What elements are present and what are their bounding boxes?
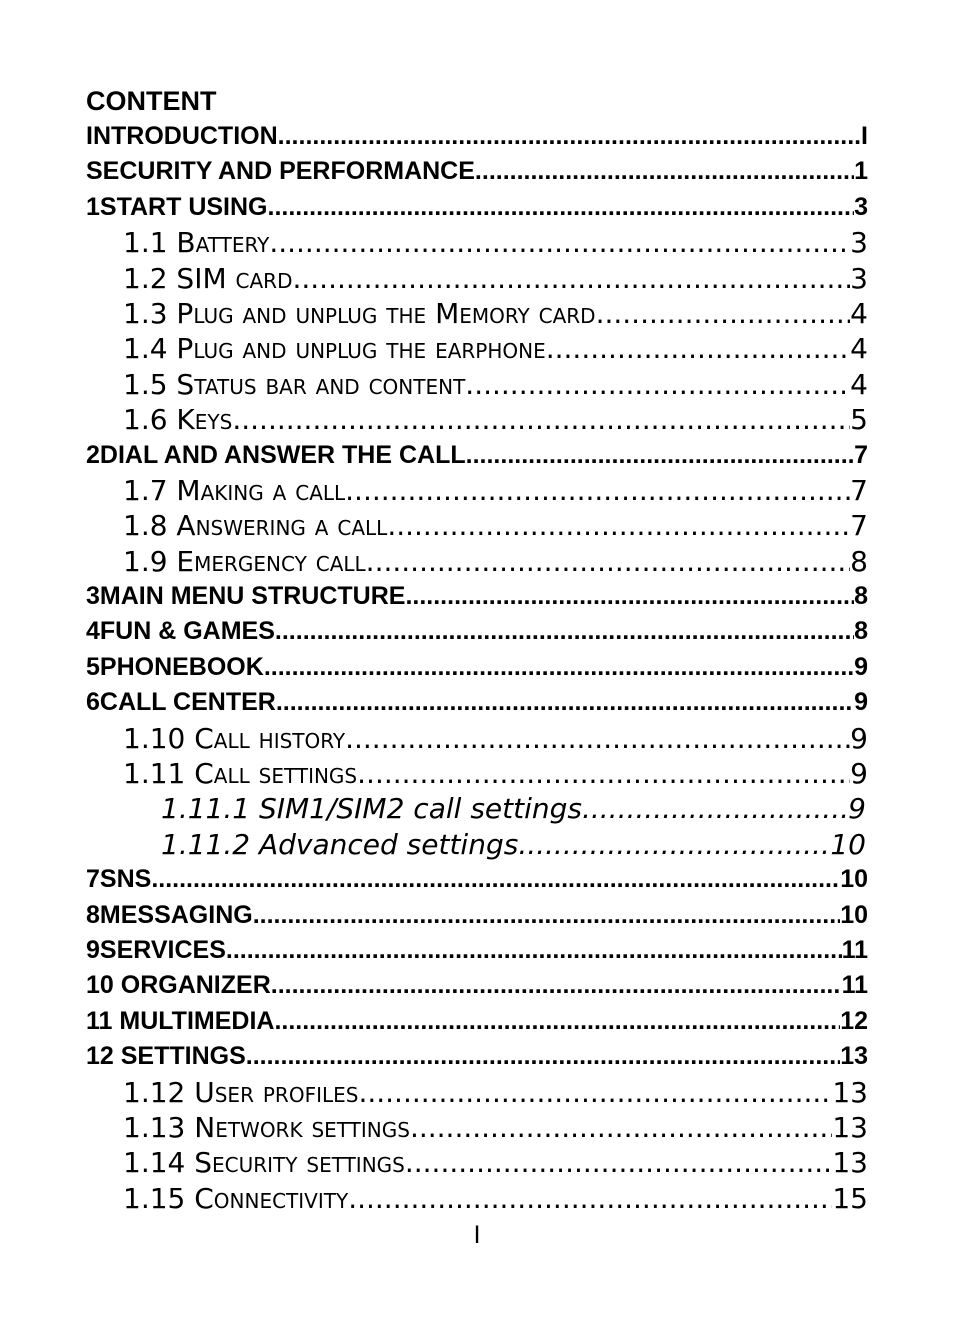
toc-entry-title: 11 MULTIMEDIA	[86, 1006, 275, 1035]
toc-entry-page: 13	[832, 1075, 868, 1109]
toc-dot-leader	[278, 119, 861, 154]
toc-entry-title: 1.12 User profiles	[123, 1075, 359, 1109]
toc-entry-page: 10	[840, 865, 868, 894]
toc-heading: CONTENT	[86, 86, 217, 116]
toc-entry[interactable]	[86, 1004, 868, 1039]
toc-entry-title: 6CALL CENTER	[86, 688, 276, 717]
toc-dot-leader	[271, 968, 842, 1003]
toc-dot-leader	[269, 225, 850, 260]
toc-entry-title: 1.1 Battery	[123, 226, 270, 260]
toc-entry-title: 1.11.1 SIM1/SIM2 call settings	[161, 792, 582, 826]
toc-entry-page: 8	[854, 582, 868, 611]
toc-dot-leader	[246, 1039, 840, 1074]
toc-entry-page: 12	[840, 1006, 868, 1035]
toc-dot-leader	[405, 579, 854, 614]
toc-entry[interactable]	[86, 862, 868, 897]
toc-entry-page: 9	[848, 792, 866, 826]
toc-entry[interactable]	[86, 544, 868, 579]
toc-entry-title: 1START USING	[86, 192, 268, 221]
toc-dot-leader	[276, 685, 854, 720]
toc-entry[interactable]	[86, 331, 868, 366]
toc-entry-page: 8	[854, 617, 868, 646]
toc-entry-title: 3MAIN MENU STRUCTURE	[86, 582, 406, 611]
toc-dot-leader	[465, 367, 850, 402]
toc-dot-leader	[546, 331, 850, 366]
toc-entry-title: 4FUN & GAMES	[86, 617, 275, 646]
toc-entry-title: 1.13 Network settings	[123, 1110, 410, 1144]
toc-dot-leader	[518, 827, 830, 862]
toc-entry-page: 3	[850, 261, 868, 295]
toc-entry-title: 1.11 Call settings	[123, 757, 358, 791]
toc-entry[interactable]	[86, 721, 868, 756]
toc-entry-title: 5PHONEBOOK	[86, 652, 264, 681]
toc-entry-title: 1.4 Plug and unplug the earphone	[123, 332, 546, 366]
toc-dot-leader	[274, 1004, 840, 1039]
toc-entry[interactable]	[86, 261, 868, 296]
toc-dot-leader	[410, 1110, 832, 1145]
toc-dot-leader	[348, 1181, 832, 1216]
toc-entry[interactable]	[86, 1110, 868, 1145]
toc-entry-title: 1.8 Answering a call	[123, 509, 388, 543]
toc-dot-leader	[357, 756, 850, 791]
toc-entry[interactable]	[86, 1039, 868, 1074]
toc-entry[interactable]	[86, 473, 868, 508]
toc-entry-page: 9	[850, 721, 868, 755]
toc-entry-page: 11	[841, 935, 868, 964]
toc-entry[interactable]	[86, 898, 868, 933]
toc-dot-leader	[582, 791, 848, 826]
toc-entry-title: 1.15 Connectivity	[123, 1181, 349, 1215]
toc-entry-title: 12 SETTINGS	[86, 1042, 246, 1071]
toc-entry[interactable]	[86, 154, 868, 189]
toc-entry-page: 10	[840, 900, 868, 929]
toc-entry-page: 13	[840, 1042, 868, 1071]
toc-entry-title: INTRODUCTION	[86, 122, 278, 150]
toc-entry-page: 9	[850, 757, 868, 791]
toc-entry-page: 3	[850, 226, 868, 260]
toc-entry[interactable]	[86, 1181, 868, 1216]
toc-dot-leader	[345, 721, 850, 756]
toc-entry-page: 4	[850, 367, 868, 401]
toc-dot-leader	[292, 261, 850, 296]
table-of-contents	[86, 84, 868, 1216]
toc-entry[interactable]	[86, 119, 868, 154]
toc-dot-leader	[358, 1075, 832, 1110]
toc-dot-leader	[366, 544, 851, 579]
toc-entry[interactable]	[86, 685, 868, 720]
toc-entry-page: 10	[830, 827, 866, 861]
toc-dot-leader	[345, 473, 850, 508]
toc-entry-title: 8MESSAGING	[86, 900, 253, 929]
toc-entry[interactable]	[86, 756, 868, 791]
toc-entry-title: 2DIAL AND ANSWER THE CALL	[86, 440, 466, 469]
toc-entry[interactable]	[86, 225, 868, 260]
toc-entry-page: I	[861, 122, 868, 150]
toc-entry-page: 4	[850, 332, 868, 366]
toc-entry-page: 7	[850, 509, 868, 543]
toc-entry-page: 7	[850, 473, 868, 507]
toc-entry[interactable]	[86, 791, 868, 826]
toc-entry[interactable]	[86, 508, 868, 543]
toc-entry-title: 1.3 Plug and unplug the Memory card	[123, 296, 596, 330]
page-number: I	[473, 1221, 481, 1249]
toc-entry-page: 3	[854, 192, 868, 221]
toc-entry[interactable]	[86, 1075, 868, 1110]
toc-dot-leader	[466, 438, 854, 473]
toc-entry-page: 9	[854, 652, 868, 681]
toc-entry[interactable]	[86, 614, 868, 649]
toc-entry-title: 1.7 Making a call	[123, 473, 346, 507]
toc-entry-page: 9	[854, 688, 868, 717]
toc-dot-leader	[151, 862, 840, 897]
toc-dot-leader	[405, 1145, 833, 1180]
toc-entry[interactable]	[86, 827, 868, 862]
toc-entry[interactable]	[86, 367, 868, 402]
toc-entry[interactable]	[86, 968, 868, 1003]
toc-entry-page: 5	[850, 403, 868, 437]
toc-entry[interactable]	[86, 296, 868, 331]
toc-dot-leader	[264, 650, 854, 685]
toc-dot-leader	[268, 190, 855, 225]
toc-entry[interactable]	[86, 650, 868, 685]
toc-entry-page: 4	[850, 296, 868, 330]
toc-dot-leader	[387, 508, 850, 543]
toc-dot-leader	[275, 614, 854, 649]
toc-entry-page: 15	[832, 1181, 868, 1215]
toc-entry-title: 9SERVICES	[86, 935, 226, 964]
toc-entry-page: 7	[854, 440, 868, 469]
toc-entry-page: 13	[832, 1110, 868, 1144]
toc-entry-page: 13	[832, 1146, 868, 1180]
toc-entry[interactable]	[86, 190, 868, 225]
toc-entry-page: 1	[854, 157, 868, 186]
toc-dot-leader	[475, 154, 854, 189]
toc-entry-page: 8	[850, 544, 868, 578]
toc-dot-leader	[232, 402, 850, 437]
toc-entry-title: 1.11.2 Advanced settings	[161, 827, 519, 861]
toc-dot-leader	[253, 898, 840, 933]
toc-entry-title: 1.6 Keys	[123, 403, 233, 437]
toc-entry[interactable]	[86, 933, 868, 968]
toc-entry-title: 10 ORGANIZER	[86, 971, 271, 1000]
toc-entry-title: 1.5 Status bar and content	[123, 367, 466, 401]
toc-entry-title: 1.14 Security settings	[123, 1146, 405, 1180]
toc-dot-leader	[226, 933, 842, 968]
toc-entry[interactable]	[86, 1145, 868, 1180]
toc-entry-title: 7SNS	[86, 865, 152, 894]
toc-entry-title: 1.9 Emergency call	[123, 544, 366, 578]
toc-entry[interactable]	[86, 579, 868, 614]
toc-entry-title: SECURITY AND PERFORMANCE	[86, 157, 475, 186]
toc-entries	[86, 119, 868, 1216]
toc-entry-title: 1.10 Call history	[123, 721, 346, 755]
toc-entry[interactable]	[86, 438, 868, 473]
toc-dot-leader	[596, 296, 851, 331]
toc-entry-page: 11	[841, 971, 868, 1000]
toc-entry[interactable]	[86, 402, 868, 437]
toc-entry-title: 1.2 SIM card	[123, 261, 293, 295]
